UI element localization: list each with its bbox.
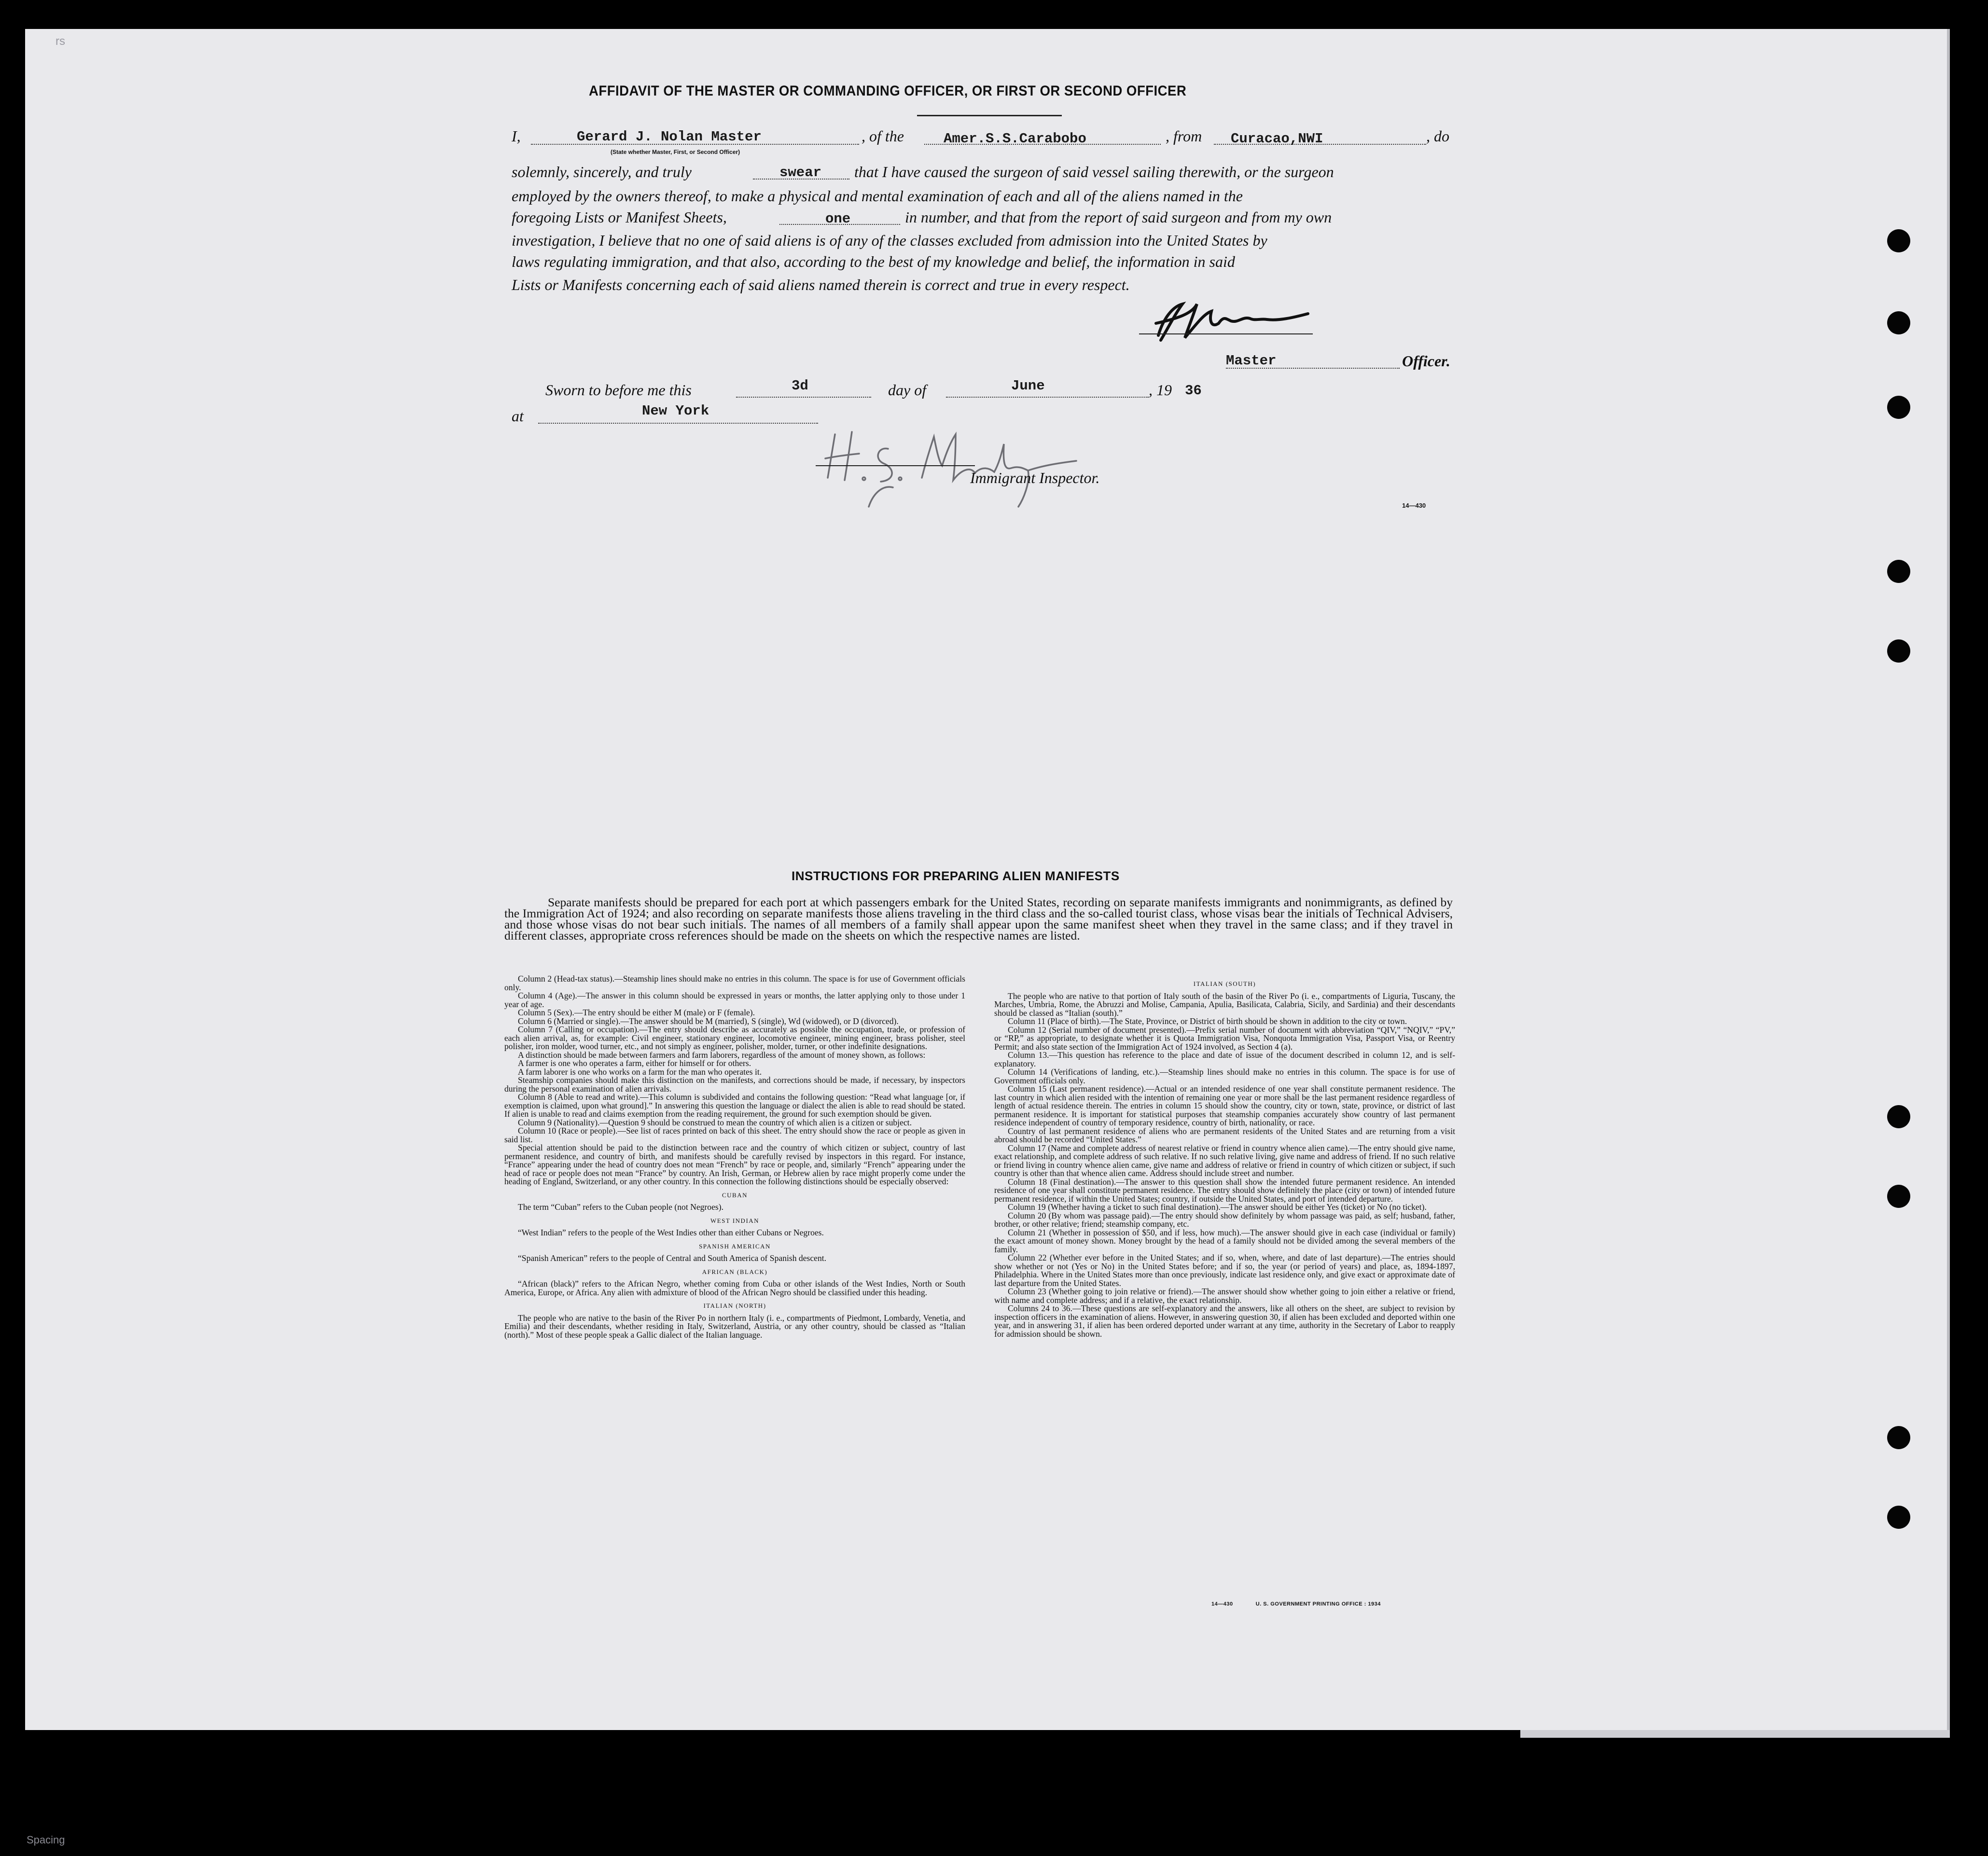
oath-field: swear	[779, 165, 822, 180]
instructions-left-column	[504, 975, 965, 1339]
blank-day	[736, 397, 871, 398]
printer-imprint: U. S. GOVERNMENT PRINTING OFFICE : 1934	[1255, 1601, 1381, 1607]
instruction-paragraph: Column 18 (Final destination).—The answer to this question shall show the intended future permanent residence. An intended residence of one year shall constitute permanent residence. The entry should show definitely the place (city or town) of intended future permanent residence, if within the United States; country, if outside the United States, and port of intended departure.	[994, 1177, 1455, 1204]
instruction-paragraph: Column 12 (Serial number of document presented).—Prefix serial number of document with abbreviation “QIV,” “NQIV,” “PV,” or “RP,” as appropriate, to designate whether it is Quota Immigration Visa, Nonquota Immigration Visa, Passport Visa, or Reentry Permit; and also state section of the Immigration Act of 1924 involved, as Section 4 (a).	[994, 1025, 1455, 1052]
form-code: 14—430	[1402, 502, 1426, 509]
instruction-paragraph: Column 21 (Whether in possession of $50, and if less, how much).—The answer should give in each case (individual or family) the exact amount of money shown. Money brought by the head of a family should not be divided among the several members of the family.	[994, 1227, 1455, 1254]
heading-west-indian: WEST INDIAN	[710, 1217, 760, 1224]
text-in-number: in number, and that from the report of said surgeon and from my own	[905, 208, 1332, 226]
instruction-paragraph: Columns 24 to 36.—These questions are self-explanatory and the answers, like all others on the sheet, are subject to revision by inspection officers in the examination of aliens. However, in answering question 30, if alien has been excluded and deported within one year, and in answering 31, if alien has been ordered deported under warrant at any time, authority in the Secretary of Labor to reapply for admission should be shown.	[994, 1303, 1455, 1339]
instruction-paragraph: Column 20 (By whom was passage paid).—The entry should show definitely by whom passage was paid, as self; husband, father, brother, or other relative; friend; steamship company, etc.	[994, 1210, 1455, 1229]
binder-hole-icon	[1887, 229, 1910, 252]
instruction-paragraph: Column 19 (Whether having a ticket to such final destination).—The answer should be either Yes (ticket) or No (no ticket).	[1008, 1202, 1427, 1212]
place-field: New York	[642, 403, 709, 419]
word-i: I,	[512, 127, 521, 145]
instruction-paragraph: A farm laborer is one who works on a farm for the man who operates it.	[518, 1067, 762, 1077]
instruction-paragraph: Column 7 (Calling or occupation).—The entry should describe as accurately as possible the occupation, trade, or profession of each alien arrival, as, for example: Civil engineer, stationary engineer, locomotive engineer, mining engineer, brass polisher, steel polisher, iron molder, wood turner, etc., and not simply as engineer, polisher, molder, turner, or other indefinite designations.	[504, 1025, 965, 1051]
instructions-right-column	[994, 980, 1455, 1338]
instruction-paragraph: Column 8 (Able to read and write).—This column is subdivided and contains the following question: “Read what language [or, if exemption is claimed, upon what ground].” In answering this question the language or dialect the alien is able to read should be stated. If alien is unable to read and claims exemption from the reading requirement, the ground for such exemption should be given.	[504, 1092, 965, 1119]
affidavit-line-6: laws regulating immigration, and that also, according to the best of my knowledge and belief, the information in said	[512, 253, 1235, 270]
affidavit-line-5: investigation, I believe that no one of said aliens is of any of the classes excluded from admission into the United States by	[512, 232, 1267, 249]
heading-italian-south: ITALIAN (SOUTH)	[1193, 980, 1256, 987]
instructions-title: INSTRUCTIONS FOR PREPARING ALIEN MANIFESTS	[792, 869, 1120, 883]
instruction-paragraph: Column 13.—This question has reference to the place and date of issue of the document described in column 12, and is self-explanatory.	[994, 1050, 1455, 1068]
instruction-paragraph: Column 15 (Last permanent residence).—Actual or an intended residence of one year shall constitute permanent residence. The last country in which alien resided with the intention of remaining one year or more shall be the last permanent residence regardless of length of actual residence therein. The entries in column 15 should show the country, city or town, state, province, or district of last permanent residence. It is important for statistical purposes that steamship companies accurately show country of last permanent residence independent of country of temporary residence, country of birth, nationality, or race.	[994, 1084, 1455, 1127]
instruction-paragraph: Column 10 (Race or people).—See list of races printed on back of this sheet. The entry should show the race or people as given in said list.	[504, 1126, 965, 1144]
blank-place	[538, 423, 818, 424]
text-surgeon: that I have caused the surgeon of said vessel sailing therewith, or the surgeon	[854, 163, 1334, 180]
heading-cuban: CUBAN	[722, 1191, 748, 1199]
instruction-paragraph: Column 22 (Whether ever before in the United States; and if so, when, where, and date of last departure).—The entries should show whether or not (Yes or No) in the United States before; and if so, the year (or period of years) and place, as, 1894-1897, Philadelphia. Where in the United States more than once previously, indicate last residence only, and give exact or approximate date of last departure from the United States.	[994, 1253, 1455, 1288]
instructions-intro: Separate manifests should be prepared for each port at which passengers embark for the United States, recording on separate manifests immigrants and nonimmigrants, as defined by the Immigration Act of 1924; and also recording on separate manifests those aliens traveling in the third class and the so-called tourist class, whose visas bear the initials of Technical Advisers, and those whose visas do not bear such initials. The names of all members of a family shall appear upon the same manifest sheet when they travel in the same class; and if they travel in different classes, appropriate cross references should be made on the sheets on which the respective names are listed.	[504, 895, 1453, 942]
binder-hole-icon	[1887, 1426, 1910, 1449]
definition-italian-north: The people who are native to the basin of the River Po in northern Italy (i. e., compartments of Piedmont, Lombardy, Venetia, and Emilia) and their descendants, whether residing in Italy, Switzerland, Austria, or any other country, should be classed as “Italian (north).” Most of these people speak a Gallic dialect of the Italian language.	[504, 1313, 965, 1340]
instruction-paragraph: Column 5 (Sex).—The entry should be either M (male) or F (female).	[518, 1008, 755, 1017]
instruction-paragraph: Column 4 (Age).—The answer in this column should be expressed in years or months, the latter applying only to those under 1 year of age.	[504, 991, 965, 1009]
definition-cuban: The term “Cuban” refers to the Cuban people (not Negroes).	[518, 1202, 724, 1212]
year-field: 36	[1185, 383, 1202, 399]
binder-hole-icon	[1887, 1105, 1910, 1128]
affidavit-title: AFFIDAVIT OF THE MASTER OR COMMANDING OFFICER, OR FIRST OR SECOND OFFICER	[589, 83, 1187, 99]
instruction-paragraph: Column 14 (Verifications of landing, etc.).—Steamship lines should make no entries in this column. The space is for use of Government officials only.	[994, 1067, 1455, 1085]
month-field: June	[1011, 378, 1045, 394]
instruction-paragraph: Column 6 (Married or single).—The answer should be M (married), S (single), Wd (widowed), or D (divorced).	[518, 1016, 899, 1026]
day-field: 3d	[792, 378, 808, 394]
text-at: at	[512, 407, 524, 425]
officer-rank-note: (State whether Master, First, or Second Officer)	[611, 149, 740, 155]
instruction-paragraph: The people who are native to that portion of Italy south of the basin of the River Po (i. e., compartments of Liguria, Tuscany, the Marches, Umbria, Rome, the Abruzzi and Molise, Campania, Apulia, Basilicata, Calabria, Sicily, and Sardinia) and their descendants should be classed as “Italian (south).”	[994, 991, 1455, 1018]
binder-hole-icon	[1887, 311, 1910, 334]
text-solemnly: solemnly, sincerely, and truly	[512, 163, 692, 180]
word-do: , do	[1426, 127, 1449, 145]
word-from: , from	[1166, 127, 1202, 145]
text-sworn: Sworn to before me this	[545, 381, 692, 399]
heading-spanish-american: SPANISH AMERICAN	[699, 1242, 771, 1250]
binder-hole-icon	[1887, 396, 1910, 419]
port-from-field: Curacao,NWI	[1231, 131, 1323, 147]
text-foregoing: foregoing Lists or Manifest Sheets,	[512, 208, 727, 226]
officer-name-field: Gerard J. Nolan Master	[577, 129, 762, 145]
word-of-the: , of the	[862, 127, 904, 145]
definition-west-indian: “West Indian” refers to the people of the West Indies other than either Cubans or Negroes.	[518, 1228, 824, 1237]
text-year-prefix: , 19	[1149, 381, 1172, 399]
rank-field: Master	[1226, 353, 1277, 369]
affidavit-line-3: employed by the owners thereof, to make a physical and mental examination of each and all of the aliens named in the	[512, 187, 1243, 205]
instruction-paragraph: A distinction should be made between farmers and farm laborers, regardless of the amount of money shown, as follows:	[518, 1050, 926, 1060]
binder-hole-icon	[1887, 560, 1910, 583]
instruction-paragraph: Column 23 (Whether going to join relative or friend).—The answer should show whether going to join either a relative or friend, with name and complete address; and if a relative, the exact relationship.	[994, 1287, 1455, 1305]
definition-spanish-american: “Spanish American” refers to the people of Central and South America of Spanish descent.	[518, 1253, 827, 1263]
instruction-paragraph: Column 17 (Name and complete address of nearest relative or friend in country whence alien came).—The entry should give name, exact relationship, and complete address of such relative. If no such relative living, give name and address of friend. If no such relative or friend living in country whence alien came, give name and address of relative or friend in country of which citizen or subject, if such country is other than that whence alien came. Address should include street and number.	[994, 1143, 1455, 1178]
bottom-mark: Spacing	[27, 1834, 65, 1846]
master-signature-icon	[1139, 294, 1313, 347]
corner-mark: rs	[56, 35, 65, 48]
sheet-edge	[1520, 1730, 1950, 1738]
footer-form-code: 14—430	[1211, 1601, 1233, 1607]
instruction-paragraph: Country of last permanent residence of aliens who are permanent residents of the United States and are returning from a visit abroad should be recorded “United States.”	[994, 1126, 1455, 1144]
blank-month	[946, 397, 1149, 398]
inspector-title: Immigrant Inspector.	[970, 469, 1100, 486]
sheet-count-field: one	[825, 211, 851, 227]
vessel-field: Amer.S.S.Carabobo	[944, 131, 1086, 147]
instruction-paragraph: Steamship companies should make this distinction on the manifests, and corrections should be made, if necessary, by inspectors during the personal examination of alien arrivals.	[504, 1075, 965, 1094]
binder-hole-icon	[1887, 1185, 1910, 1208]
heading-italian-north: ITALIAN (NORTH)	[703, 1302, 766, 1309]
binder-hole-icon	[1887, 639, 1910, 663]
affidavit-line-7: Lists or Manifests concerning each of said aliens named therein is correct and true in every respect.	[512, 276, 1130, 293]
instruction-paragraph: A farmer is one who operates a farm, either for himself or for others.	[518, 1058, 751, 1068]
printer-footer	[1211, 1601, 1381, 1607]
officer-word: Officer.	[1402, 352, 1450, 370]
definition-african: “African (black)” refers to the African Negro, whether coming from Cuba or other islands of the West Indies, North or South America, Europe, or Africa. Any alien with admixture of blood of the African Negro should be classified under this heading.	[504, 1279, 965, 1297]
text-day-of: day of	[888, 381, 927, 399]
binder-hole-icon	[1887, 1506, 1910, 1529]
instruction-paragraph: Column 2 (Head-tax status).—Steamship lines should make no entries in this column. The space is for use of Government officials only.	[504, 974, 965, 992]
instruction-paragraph: Special attention should be paid to the distinction between race and the country of which citizen or subject, country of last permanent residence, and country of birth, and manifests should be carefully revised by inspectors in this regard. For instance, “France” appearing under the head of country does not mean “French” by race or people, and, similarly “French” appearing under the head of race or people does not mean “France” by country. An Irish, German, or Hebrew alien by race might properly come under the heading of England, Switzerland, or any other country. In this connection the following distinctions should be especially observed:	[504, 1143, 965, 1186]
instruction-paragraph: Column 11 (Place of birth).—The State, Province, or District of birth should be shown in addition to the city or town.	[1008, 1016, 1407, 1026]
title-rule	[917, 115, 1062, 116]
heading-african: AFRICAN (BLACK)	[702, 1268, 768, 1275]
instruction-paragraph: Column 9 (Nationality).—Question 9 should be construed to mean the country of which alien is a citizen or subject.	[518, 1117, 912, 1127]
